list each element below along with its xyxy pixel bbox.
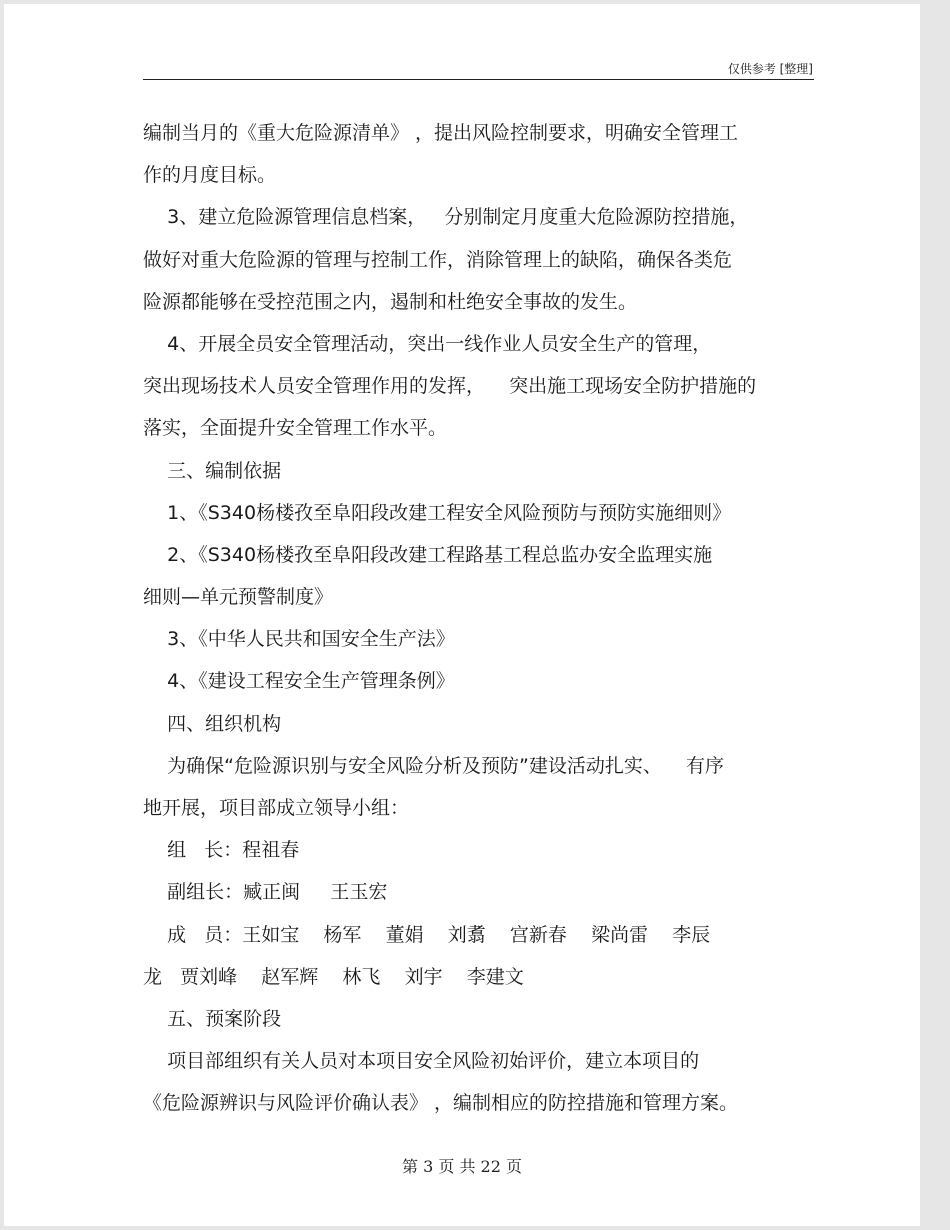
text-line: 副组长：臧正闽 王玉宏 (143, 881, 388, 904)
header-note: 仅供参考 [整理] (727, 62, 813, 76)
text-line: 1、《S340杨楼孜至阜阳段改建工程安全风险预防与预防实施细则》 (143, 501, 732, 524)
text-line: 落实，全面提升安全管理工作水平。 (143, 417, 448, 440)
text-line: 险源都能够在受控范围之内，遏制和杜绝安全事故的发生。 (143, 290, 638, 313)
header-divider (143, 79, 814, 80)
section-heading: 四、组织机构 (143, 712, 282, 735)
text-line: 突出现场技术人员安全管理作用的发挥， 突出施工现场安全防护措施的 (143, 375, 757, 398)
text-line: 成 员：王如宝 杨军 董娟 刘翥 宫新春 梁尚雷 李辰 (143, 923, 711, 946)
text-line: 4、开展全员安全管理活动，突出一线作业人员安全生产的管理， (143, 332, 712, 355)
page-number: 第 3 页 共 22 页 (402, 1157, 522, 1176)
text-line: 地开展，项目部成立领导小组： (143, 797, 410, 819)
document-page (4, 4, 920, 1226)
text-line: 细则—单元预警制度》 (143, 586, 334, 609)
text-line: 组 长：程祖春 (143, 839, 300, 862)
text-line: 龙 贾刘峰 赵军辉 林飞 刘宇 李建文 (143, 965, 524, 988)
text-line: 3、建立危险源管理信息档案， 分别制定月度重大危险源防控措施， (143, 206, 749, 229)
text-line: 编制当月的《重大危险源清单》 ，提出风险控制要求，明确安全管理工 (143, 122, 739, 144)
text-line: 2、《S340杨楼孜至阜阳段改建工程路基工程总监办安全监理实施 (143, 543, 713, 566)
text-line: 项目部组织有关人员对本项目安全风险初始评价，建立本项目的 (143, 1050, 700, 1073)
section-heading: 五、预案阶段 (143, 1007, 282, 1030)
text-line: 为确保“危险源识别与安全风险分析及预防”建设活动扎实、 有序 (143, 754, 725, 777)
text-line: 做好对重大危险源的管理与控制工作，消除管理上的缺陷，确保各类危 (143, 248, 733, 271)
body-text (143, 112, 823, 1125)
text-line: 4、《建设工程安全生产管理条例》 (143, 670, 455, 693)
text-line: 作的月度目标。 (143, 164, 277, 187)
section-heading: 三、编制依据 (143, 459, 282, 482)
text-line: 3、《中华人民共和国安全生产法》 (143, 628, 455, 651)
text-line: 《危险源辨识与风险评价确认表》 ，编制相应的防控措施和管理方案。 (143, 1092, 739, 1115)
